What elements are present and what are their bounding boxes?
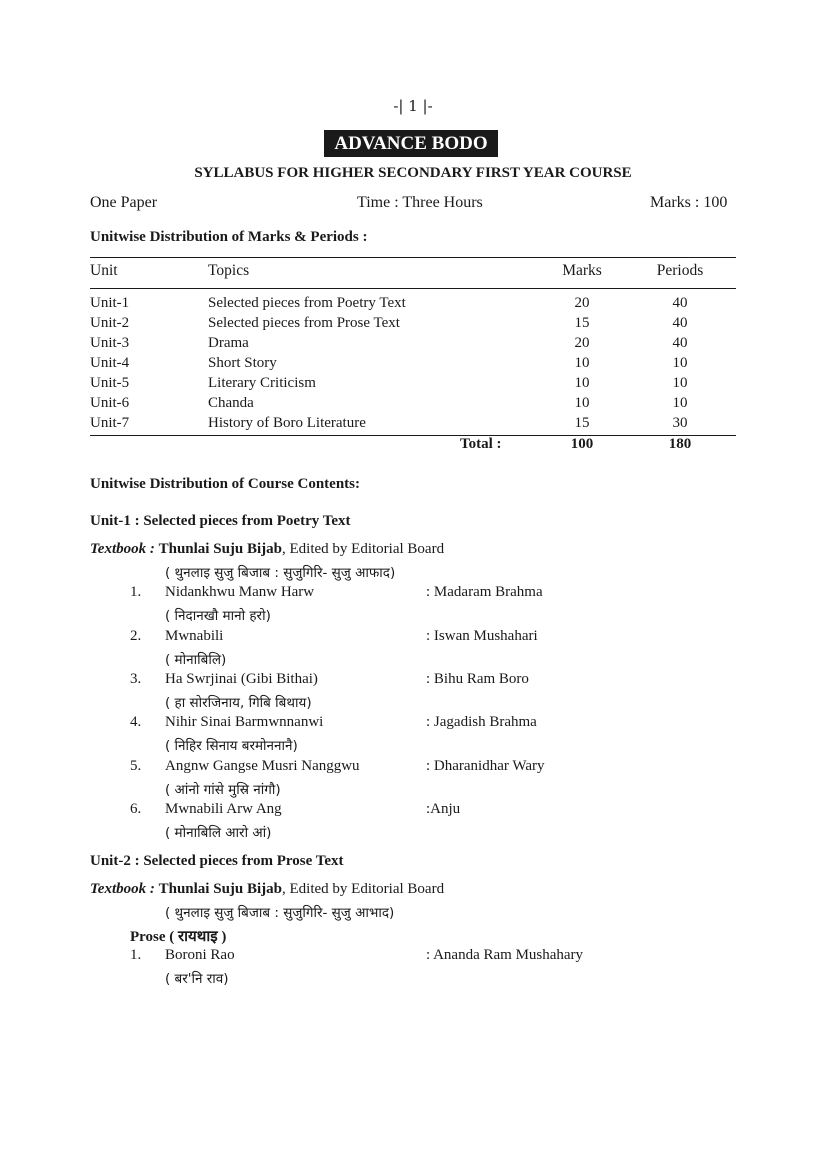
item-author: : Madaram Brahma — [426, 584, 543, 600]
item-author: :Anju — [426, 801, 461, 817]
item-number: 4. — [130, 714, 142, 730]
unit1-heading: Unit-1 : Selected pieces from Poetry Text — [90, 513, 351, 529]
item-author: : Jagadish Brahma — [426, 714, 537, 730]
item-devanagari: ( बर'नि राव) — [165, 971, 229, 987]
paper-count: One Paper — [90, 194, 158, 211]
textbook-label: Textbook : — [90, 881, 155, 897]
row-periods: 40 — [672, 315, 688, 331]
item-number: 1. — [130, 584, 142, 600]
item-number: 5. — [130, 758, 142, 774]
item-title: Mwnabili Arw Ang — [165, 801, 282, 817]
table-header-marks: Marks — [562, 262, 602, 279]
table-total-rule — [90, 435, 736, 436]
unit1-textbook-devanagari: ( थुनलाइ सुजु बिजाब : सुजुगिरि- सुजु आफाद) — [165, 565, 396, 581]
item-author: : Ananda Ram Mushahary — [426, 947, 584, 963]
row-marks: 15 — [574, 315, 590, 331]
total-label: Total : — [460, 436, 502, 452]
prose-label: Prose ( रायथाइ ) — [130, 929, 227, 945]
row-periods: 10 — [672, 355, 688, 371]
contents-heading: Unitwise Distribution of Course Contents: — [90, 476, 360, 492]
row-unit: Unit-5 — [90, 375, 130, 391]
row-unit: Unit-7 — [90, 415, 130, 431]
row-marks: 10 — [574, 355, 590, 371]
table-header-rule — [90, 288, 736, 289]
row-unit: Unit-2 — [90, 315, 130, 331]
item-number: 2. — [130, 628, 142, 644]
item-number: 1. — [130, 947, 142, 963]
table-header-topics: Topics — [208, 262, 250, 279]
item-devanagari: ( आंनो गांसे मुस्रि नांगौ) — [165, 782, 281, 798]
textbook-editor: , Edited by Editorial Board — [282, 881, 445, 897]
document-subtitle: SYLLABUS FOR HIGHER SECONDARY FIRST YEAR COURSE — [194, 165, 632, 181]
row-topic: Selected pieces from Poetry Text — [208, 295, 406, 311]
unit2-textbook-line — [90, 881, 444, 898]
table-top-rule — [90, 257, 736, 258]
row-topic: Short Story — [208, 355, 277, 371]
item-devanagari: ( निदानखौ मानो हरो) — [165, 608, 271, 624]
row-marks: 10 — [574, 375, 590, 391]
textbook-label: Textbook : — [90, 541, 155, 557]
row-topic: Drama — [208, 335, 249, 351]
item-devanagari: ( मोनाबिलि) — [165, 652, 227, 668]
document-title: ADVANCE BODO — [324, 130, 498, 157]
page-number: -| 1 |- — [393, 97, 433, 115]
row-marks: 10 — [574, 395, 590, 411]
table-header-unit: Unit — [90, 262, 118, 279]
row-periods: 10 — [672, 395, 688, 411]
item-devanagari: ( हा सोरजिनाय, गिबि बिथाय) — [165, 695, 312, 711]
item-title: Ha Swrjinai (Gibi Bithai) — [165, 671, 318, 687]
total-marks: Marks : 100 — [650, 194, 728, 211]
row-unit: Unit-4 — [90, 355, 130, 371]
textbook-title: Thunlai Suju Bijab — [158, 881, 283, 897]
item-title: Nidankhwu Manw Harw — [165, 584, 315, 600]
row-periods: 40 — [672, 295, 688, 311]
item-author: : Iswan Mushahari — [426, 628, 538, 644]
textbook-editor: , Edited by Editorial Board — [282, 541, 445, 557]
row-topic: Literary Criticism — [208, 375, 316, 391]
item-number: 3. — [130, 671, 142, 687]
item-title: Boroni Rao — [165, 947, 235, 963]
exam-time: Time : Three Hours — [357, 194, 483, 211]
total-marks-value: 100 — [570, 436, 594, 452]
unit2-textbook-devanagari: ( थुनलाइ सुजु बिजाब : सुजुगिरि- सुजु आभाद) — [165, 905, 395, 921]
row-marks: 15 — [574, 415, 590, 431]
item-title: Nihir Sinai Barmwnnanwi — [165, 714, 324, 730]
row-periods: 30 — [672, 415, 688, 431]
total-periods-value: 180 — [668, 436, 692, 452]
item-devanagari: ( मोनाबिलि आरो आं) — [165, 825, 272, 841]
row-marks: 20 — [574, 295, 590, 311]
row-unit: Unit-1 — [90, 295, 130, 311]
item-devanagari: ( निहिर सिनाय बरमोननानै) — [165, 738, 298, 754]
row-topic: Selected pieces from Prose Text — [208, 315, 400, 331]
row-unit: Unit-3 — [90, 335, 130, 351]
unit1-textbook-line — [90, 541, 444, 558]
item-author: : Bihu Ram Boro — [426, 671, 529, 687]
row-topic: History of Boro Literature — [208, 415, 366, 431]
distribution-heading: Unitwise Distribution of Marks & Periods : — [90, 229, 368, 245]
item-title: Mwnabili — [165, 628, 224, 644]
row-topic: Chanda — [208, 395, 254, 411]
item-number: 6. — [130, 801, 142, 817]
textbook-title: Thunlai Suju Bijab — [158, 541, 283, 557]
row-unit: Unit-6 — [90, 395, 130, 411]
row-marks: 20 — [574, 335, 590, 351]
unit2-heading: Unit-2 : Selected pieces from Prose Text — [90, 853, 344, 869]
item-title: Angnw Gangse Musri Nanggwu — [165, 758, 360, 774]
item-author: : Dharanidhar Wary — [426, 758, 545, 774]
table-header-periods: Periods — [656, 262, 704, 279]
row-periods: 10 — [672, 375, 688, 391]
row-periods: 40 — [672, 335, 688, 351]
